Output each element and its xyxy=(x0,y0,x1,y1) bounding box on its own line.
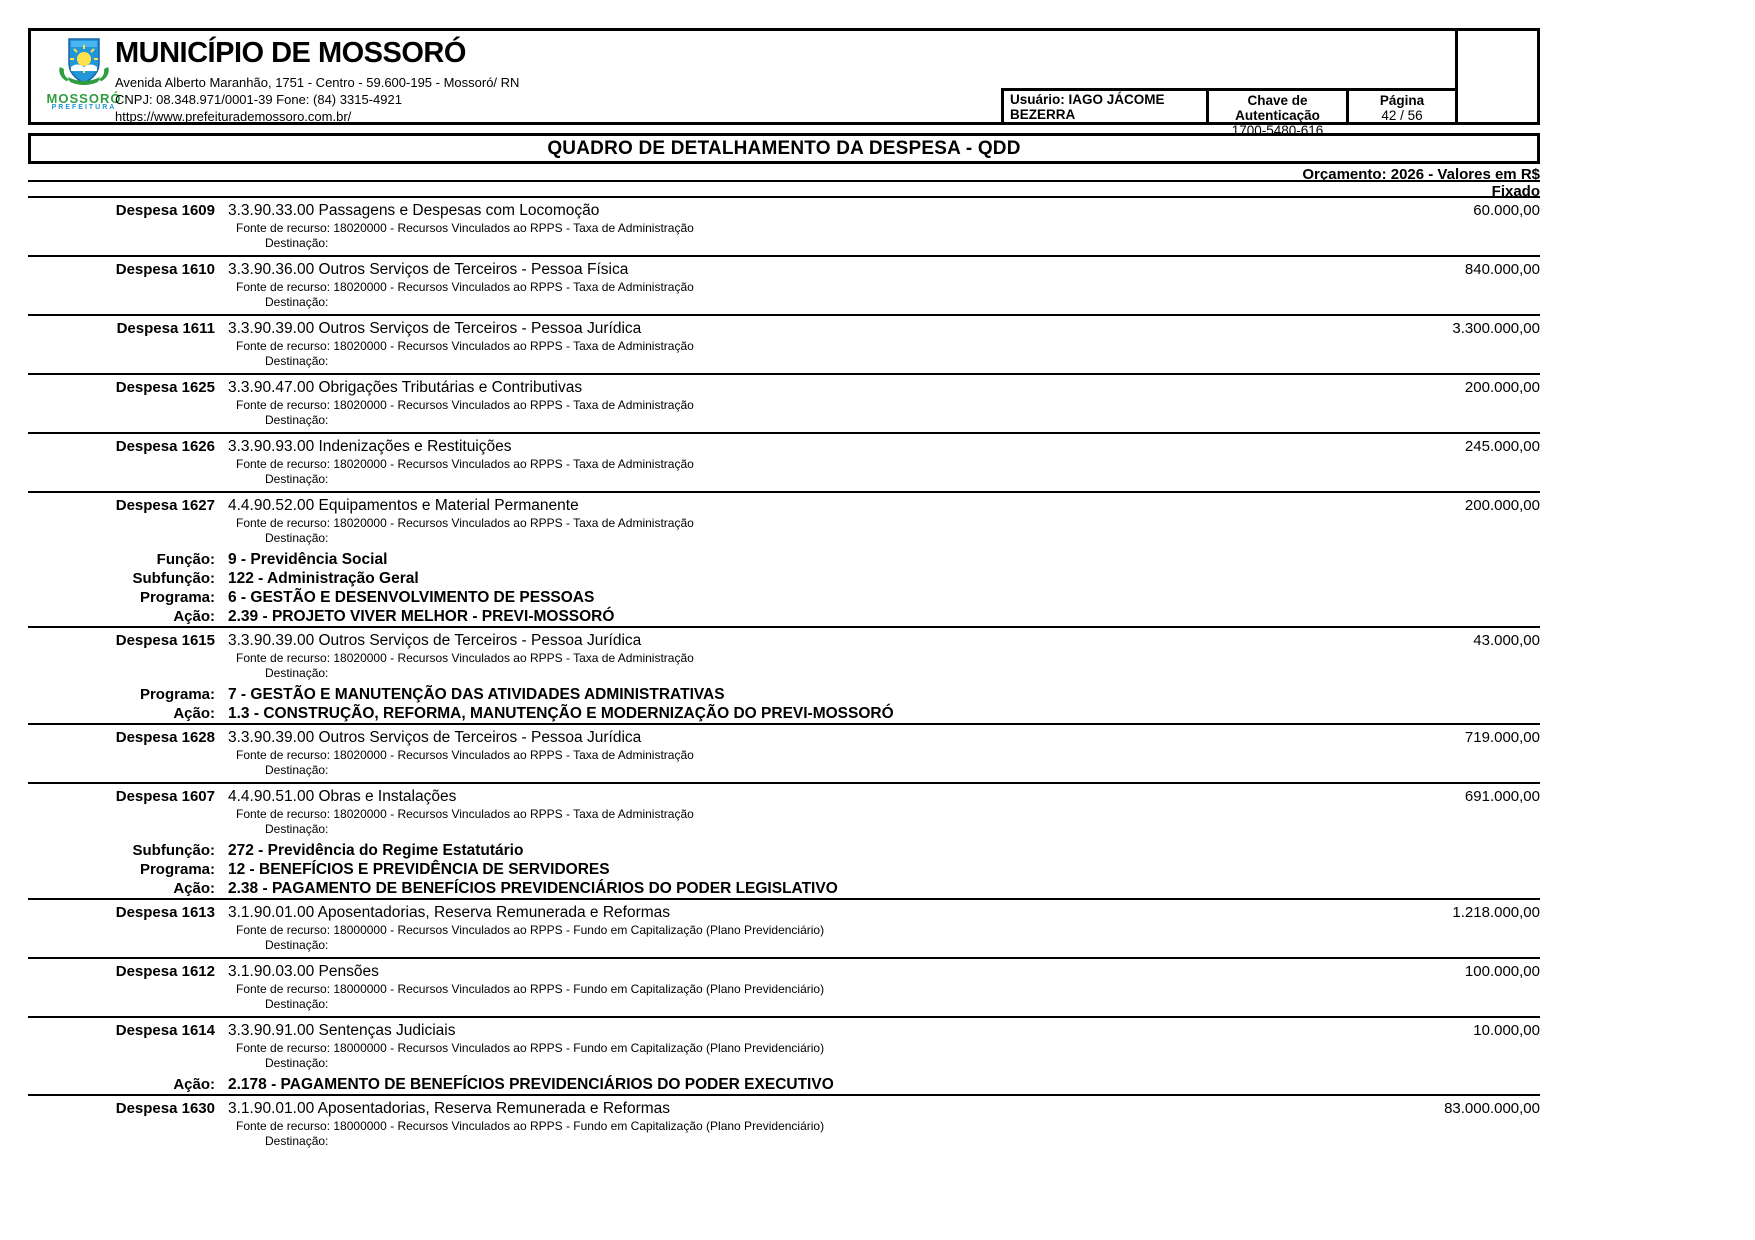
group-label: Ação: xyxy=(173,608,215,625)
table-row-despesa xyxy=(28,373,1540,432)
group-value: 2.178 - PAGAMENTO DE BENEFÍCIOS PREVIDENCIÁRIOS DO PODER EXECUTIVO xyxy=(228,1076,834,1093)
table-row-group xyxy=(28,704,1540,725)
expense-table xyxy=(28,198,1540,1153)
logo-name: MOSSORÓ xyxy=(46,91,122,106)
despesa-description: 3.1.90.01.00 Aposentadorias, Reserva Remunerada e Reformas xyxy=(228,904,671,921)
group-value: 1.3 - CONSTRUÇÃO, REFORMA, MANUTENÇÃO E MODERNIZAÇÃO DO PREVI-MOSSORÓ xyxy=(228,705,894,722)
table-row-despesa xyxy=(28,725,1540,782)
table-row-despesa xyxy=(28,957,1540,1016)
despesa-fixado-value: 245.000,00 xyxy=(1464,438,1540,455)
despesa-description: 3.3.90.39.00 Outros Serviços de Terceiros - Pessoa Jurídica xyxy=(228,729,642,746)
report-title: QUADRO DE DETALHAMENTO DA DESPESA - QDD xyxy=(28,133,1540,164)
group-value: 2.39 - PROJETO VIVER MELHOR - PREVI-MOSSORÓ xyxy=(228,608,615,625)
despesa-fonte-de-recurso: Fonte de recurso: 18020000 - Recursos Vinculados ao RPPS - Taxa de Administração xyxy=(236,221,694,235)
despesa-fonte-de-recurso: Fonte de recurso: 18020000 - Recursos Vinculados ao RPPS - Taxa de Administração xyxy=(236,807,694,821)
table-row-group xyxy=(28,588,1540,607)
user-name: Usuário: IAGO JÁCOME BEZERRA xyxy=(1010,92,1165,122)
table-row-despesa xyxy=(28,198,1540,255)
despesa-fonte-de-recurso: Fonte de recurso: 18020000 - Recursos Vinculados ao RPPS - Taxa de Administração xyxy=(236,457,694,471)
group-value: 6 - GESTÃO E DESENVOLVIMENTO DE PESSOAS xyxy=(228,589,595,606)
despesa-fonte-de-recurso: Fonte de recurso: 18000000 - Recursos Vinculados ao RPPS - Fundo em Capitalização (Plano Previdenciário) xyxy=(236,1119,825,1133)
table-row-group xyxy=(28,860,1540,879)
despesa-description: 3.3.90.47.00 Obrigações Tributárias e Contributivas xyxy=(228,379,583,396)
report-header xyxy=(28,28,1540,138)
despesa-fixado-value: 691.000,00 xyxy=(1464,788,1540,805)
despesa-label: Despesa 1611 xyxy=(116,320,215,337)
despesa-label: Despesa 1609 xyxy=(115,202,215,219)
despesa-destinacao: Destinação: xyxy=(265,997,329,1011)
municipality-cnpj-phone: CNPJ: 08.348.971/0001-39 Fone: (84) 3315-4921 xyxy=(115,92,402,107)
despesa-destinacao: Destinação: xyxy=(265,763,329,777)
group-value: 272 - Previdência do Regime Estatutário xyxy=(228,842,524,859)
despesa-label: Despesa 1612 xyxy=(115,963,215,980)
municipality-name: MUNICÍPIO DE MOSSORÓ xyxy=(115,37,466,69)
despesa-description: 3.3.90.91.00 Sentenças Judiciais xyxy=(228,1022,456,1039)
despesa-label: Despesa 1630 xyxy=(115,1100,215,1117)
despesa-destinacao: Destinação: xyxy=(265,666,329,680)
despesa-destinacao: Destinação: xyxy=(265,938,329,952)
despesa-fonte-de-recurso: Fonte de recurso: 18020000 - Recursos Vinculados ao RPPS - Taxa de Administração xyxy=(236,748,694,762)
page-number-cell xyxy=(1346,88,1455,125)
table-row-despesa xyxy=(28,1096,1540,1153)
despesa-description: 4.4.90.52.00 Equipamentos e Material Permanente xyxy=(228,497,579,514)
despesa-label: Despesa 1628 xyxy=(115,729,215,746)
coat-of-arms-icon xyxy=(58,37,110,93)
group-value: 7 - GESTÃO E MANUTENÇÃO DAS ATIVIDADES ADMINISTRATIVAS xyxy=(228,686,725,703)
table-row-despesa xyxy=(28,1016,1540,1075)
table-row-despesa xyxy=(28,432,1540,491)
table-row-despesa xyxy=(28,491,1540,550)
despesa-fixado-value: 83.000.000,00 xyxy=(1444,1100,1540,1117)
value-column-header: Fixado xyxy=(28,183,1540,198)
group-label: Programa: xyxy=(139,589,215,606)
despesa-fonte-de-recurso: Fonte de recurso: 18000000 - Recursos Vinculados ao RPPS - Fundo em Capitalização (Plano Previdenciário) xyxy=(236,1041,825,1055)
despesa-description: 3.3.90.39.00 Outros Serviços de Terceiros - Pessoa Jurídica xyxy=(228,320,642,337)
despesa-label: Despesa 1614 xyxy=(115,1022,215,1039)
despesa-fonte-de-recurso: Fonte de recurso: 18000000 - Recursos Vinculados ao RPPS - Fundo em Capitalização (Plano Previdenciário) xyxy=(236,923,825,937)
despesa-fixado-value: 200.000,00 xyxy=(1464,497,1540,514)
group-value: 2.38 - PAGAMENTO DE BENEFÍCIOS PREVIDENCIÁRIOS DO PODER LEGISLATIVO xyxy=(228,880,838,897)
despesa-fixado-value: 3.300.000,00 xyxy=(1452,320,1540,337)
despesa-destinacao: Destinação: xyxy=(265,295,329,309)
group-label: Subfunção: xyxy=(132,570,215,587)
despesa-destinacao: Destinação: xyxy=(265,1134,329,1148)
despesa-fixado-value: 200.000,00 xyxy=(1464,379,1540,396)
despesa-description: 3.1.90.01.00 Aposentadorias, Reserva Remunerada e Reformas xyxy=(228,1100,671,1117)
despesa-description: 3.3.90.39.00 Outros Serviços de Terceiros - Pessoa Jurídica xyxy=(228,632,642,649)
municipality-logo xyxy=(45,37,123,121)
despesa-fixado-value: 60.000,00 xyxy=(1473,202,1540,219)
group-label: Ação: xyxy=(173,705,215,722)
budget-year-line: Orçamento: 2026 - Valores em R$ xyxy=(28,166,1540,182)
table-row-despesa xyxy=(28,314,1540,373)
despesa-fonte-de-recurso: Fonte de recurso: 18020000 - Recursos Vinculados ao RPPS - Taxa de Administração xyxy=(236,516,694,530)
group-label: Programa: xyxy=(139,686,215,703)
municipality-website-link[interactable]: https://www.prefeiturademossoro.com.br/ xyxy=(115,109,352,124)
table-row-group xyxy=(28,841,1540,860)
despesa-fonte-de-recurso: Fonte de recurso: 18020000 - Recursos Vinculados ao RPPS - Taxa de Administração xyxy=(236,339,694,353)
despesa-description: 3.3.90.33.00 Passagens e Despesas com Locomoção xyxy=(228,202,600,219)
despesa-label: Despesa 1625 xyxy=(115,379,215,396)
despesa-destinacao: Destinação: xyxy=(265,354,329,368)
group-label: Subfunção: xyxy=(132,842,215,859)
group-value: 12 - BENEFÍCIOS E PREVIDÊNCIA DE SERVIDORES xyxy=(228,861,610,878)
table-row-group xyxy=(28,879,1540,900)
user-cell xyxy=(1001,88,1206,125)
despesa-fixado-value: 1.218.000,00 xyxy=(1452,904,1540,921)
group-label: Função: xyxy=(156,551,215,568)
municipality-address: Avenida Alberto Maranhão, 1751 - Centro - 59.600-195 - Mossoró/ RN xyxy=(115,75,520,90)
table-row-group xyxy=(28,569,1540,588)
table-row-group xyxy=(28,550,1540,569)
despesa-destinacao: Destinação: xyxy=(265,822,329,836)
despesa-fixado-value: 43.000,00 xyxy=(1473,632,1540,649)
despesa-destinacao: Destinação: xyxy=(265,413,329,427)
despesa-description: 3.3.90.93.00 Indenizações e Restituições xyxy=(228,438,512,455)
despesa-fixado-value: 10.000,00 xyxy=(1473,1022,1540,1039)
table-row-group xyxy=(28,607,1540,628)
despesa-label: Despesa 1626 xyxy=(115,438,215,455)
despesa-fixado-value: 719.000,00 xyxy=(1464,729,1540,746)
despesa-description: 3.1.90.03.00 Pensões xyxy=(228,963,379,980)
auth-key-cell xyxy=(1206,88,1346,138)
despesa-fonte-de-recurso: Fonte de recurso: 18020000 - Recursos Vinculados ao RPPS - Taxa de Administração xyxy=(236,651,694,665)
table-row-group xyxy=(28,685,1540,704)
despesa-fixado-value: 840.000,00 xyxy=(1464,261,1540,278)
group-label: Ação: xyxy=(173,1076,215,1093)
group-label: Ação: xyxy=(173,880,215,897)
despesa-destinacao: Destinação: xyxy=(265,236,329,250)
table-row-despesa xyxy=(28,782,1540,841)
header-divider xyxy=(1455,31,1458,122)
group-value: 122 - Administração Geral xyxy=(228,570,419,587)
despesa-label: Despesa 1615 xyxy=(115,632,215,649)
table-row-despesa xyxy=(28,255,1540,314)
auth-key-label: Chave de Autenticação xyxy=(1235,93,1320,123)
logo-subtitle: PREFEITURA xyxy=(51,104,117,111)
group-value: 9 - Previdência Social xyxy=(228,551,388,568)
page-label: Página xyxy=(1379,93,1425,108)
despesa-label: Despesa 1613 xyxy=(115,904,215,921)
despesa-fixado-value: 100.000,00 xyxy=(1464,963,1540,980)
despesa-destinacao: Destinação: xyxy=(265,1056,329,1070)
despesa-destinacao: Destinação: xyxy=(265,472,329,486)
despesa-label: Despesa 1627 xyxy=(115,497,215,514)
table-row-group xyxy=(28,1075,1540,1096)
page-number: 42 / 56 xyxy=(1381,108,1423,123)
despesa-label: Despesa 1607 xyxy=(115,788,215,805)
despesa-destinacao: Destinação: xyxy=(265,531,329,545)
table-row-despesa xyxy=(28,900,1540,957)
despesa-fonte-de-recurso: Fonte de recurso: 18020000 - Recursos Vinculados ao RPPS - Taxa de Administração xyxy=(236,398,694,412)
despesa-fonte-de-recurso: Fonte de recurso: 18000000 - Recursos Vinculados ao RPPS - Fundo em Capitalização (Plano Previdenciário) xyxy=(236,982,825,996)
group-label: Programa: xyxy=(139,861,215,878)
despesa-label: Despesa 1610 xyxy=(115,261,215,278)
despesa-description: 4.4.90.51.00 Obras e Instalações xyxy=(228,788,457,805)
auth-key-value: 1700-5480-616 xyxy=(1231,123,1324,138)
despesa-fonte-de-recurso: Fonte de recurso: 18020000 - Recursos Vinculados ao RPPS - Taxa de Administração xyxy=(236,280,694,294)
table-row-despesa xyxy=(28,628,1540,685)
despesa-description: 3.3.90.36.00 Outros Serviços de Terceiros - Pessoa Física xyxy=(228,261,629,278)
